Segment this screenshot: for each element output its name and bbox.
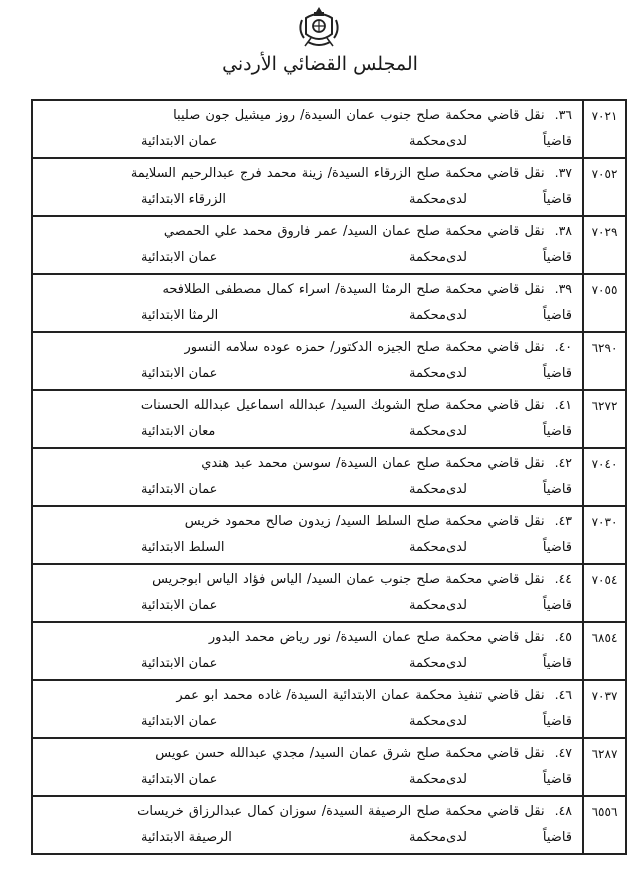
destination-word: محكمة — [408, 830, 446, 845]
destination-word: لدى — [446, 308, 467, 323]
destination-word: معان الابتدائية — [141, 424, 216, 439]
record-number: ٧٠٣٠ — [583, 506, 626, 564]
table-row — [32, 390, 626, 448]
table-row — [32, 448, 626, 506]
destination-word: لدى — [446, 366, 467, 381]
record-number: ٦٢٧٢ — [583, 390, 626, 448]
transfer-line — [41, 449, 572, 476]
record-number: ٧٠٤٠ — [583, 448, 626, 506]
destination-word: الرصيفة الابتدائية — [141, 830, 232, 845]
transfer-decisions-table — [31, 99, 627, 855]
destination-line — [41, 534, 572, 561]
decision-text-cell — [32, 680, 583, 738]
destination-word: عمان الابتدائية — [141, 656, 218, 671]
destination-word: عمان الابتدائية — [141, 482, 218, 497]
item-index: ٤٣. — [554, 513, 572, 528]
destination-word: عمان الابتدائية — [141, 134, 218, 149]
transfer-line — [41, 333, 572, 360]
destination-word: لدى — [446, 250, 467, 265]
table-row — [32, 564, 626, 622]
destination-word: قاضياً — [542, 830, 572, 845]
destination-word: محكمة — [408, 134, 446, 149]
transfer-text: نقل قاضي محكمة صلح السلط السيد/ زيدون صالح محمود خريس — [184, 514, 545, 529]
transfer-line — [41, 507, 572, 534]
destination-word: محكمة — [408, 424, 446, 439]
destination-word: محكمة — [408, 714, 446, 729]
letterhead — [0, 0, 640, 92]
transfer-text: نقل قاضي محكمة صلح الجيزه الدكتور/ حمزه عوده سلامه النسور — [184, 340, 545, 355]
record-number: ٧٠٥٢ — [583, 158, 626, 216]
destination-word: قاضياً — [542, 366, 572, 381]
destination-line — [41, 824, 572, 851]
destination-word: محكمة — [408, 772, 446, 787]
transfer-text: نقل قاضي محكمة صلح جنوب عمان السيد/ الياس فؤاد الياس ابوجريس — [152, 572, 545, 587]
decision-text-cell — [32, 622, 583, 680]
transfer-line — [41, 275, 572, 302]
table-row — [32, 100, 626, 158]
record-number: ٦٢٨٧ — [583, 738, 626, 796]
decision-text-cell — [32, 506, 583, 564]
destination-word: عمان الابتدائية — [141, 772, 218, 787]
table-row — [32, 506, 626, 564]
destination-word: محكمة — [408, 192, 446, 207]
destination-line — [41, 302, 572, 329]
destination-word: قاضياً — [542, 424, 572, 439]
destination-word: محكمة — [408, 482, 446, 497]
item-index: ٣٨. — [554, 223, 572, 238]
destination-word: محكمة — [408, 656, 446, 671]
record-number: ٦٨٥٤ — [583, 622, 626, 680]
destination-line — [41, 186, 572, 213]
destination-word: لدى — [446, 424, 467, 439]
item-index: ٤٦. — [554, 687, 572, 702]
destination-line — [41, 592, 572, 619]
record-number: ٧٠٥٥ — [583, 274, 626, 332]
destination-word: عمان الابتدائية — [141, 714, 218, 729]
item-index: ٤١. — [554, 397, 572, 412]
destination-word: لدى — [446, 192, 467, 207]
destination-word: لدى — [446, 134, 467, 149]
item-index: ٤٧. — [554, 745, 572, 760]
transfer-text: نقل قاضي محكمة صلح عمان السيدة/ نور رياض محمد البدور — [208, 630, 545, 645]
decision-text-cell — [32, 332, 583, 390]
item-index: ٣٩. — [554, 281, 572, 296]
item-index: ٤٢. — [554, 455, 572, 470]
destination-word: لدى — [446, 772, 467, 787]
destination-word: محكمة — [408, 366, 446, 381]
transfer-line — [41, 159, 572, 186]
destination-word: لدى — [446, 714, 467, 729]
record-number: ٦٥٥٦ — [583, 796, 626, 854]
transfer-line — [41, 681, 572, 708]
record-number: ٧٠٣٧ — [583, 680, 626, 738]
item-index: ٤٨. — [554, 803, 572, 818]
destination-word: لدى — [446, 656, 467, 671]
destination-line — [41, 766, 572, 793]
transfer-line — [41, 217, 572, 244]
destination-word: لدى — [446, 598, 467, 613]
destination-word: قاضياً — [542, 192, 572, 207]
destination-word: الرمثا الابتدائية — [141, 308, 219, 323]
decision-text-cell — [32, 738, 583, 796]
destination-word: قاضياً — [542, 134, 572, 149]
decision-text-cell — [32, 274, 583, 332]
decision-text-cell — [32, 158, 583, 216]
decision-text-cell — [32, 564, 583, 622]
decision-text-cell — [32, 796, 583, 854]
destination-line — [41, 418, 572, 445]
transfer-line — [41, 101, 572, 128]
table-row — [32, 796, 626, 854]
destination-word: قاضياً — [542, 482, 572, 497]
transfer-text: نقل قاضي محكمة صلح الرصيفة السيدة/ سوزان كمال عبدالرزاق خريسات — [137, 804, 545, 819]
destination-word: قاضياً — [542, 250, 572, 265]
destination-line — [41, 476, 572, 503]
table-row — [32, 680, 626, 738]
table-row — [32, 738, 626, 796]
item-index: ٣٧. — [554, 165, 572, 180]
destination-word: محكمة — [408, 598, 446, 613]
transfer-line — [41, 391, 572, 418]
transfer-text: نقل قاضي محكمة صلح الرمثا السيدة/ اسراء كمال مصطفى الطلافحه — [162, 282, 545, 297]
destination-word: قاضياً — [542, 598, 572, 613]
table-row — [32, 158, 626, 216]
destination-word: السلط الابتدائية — [141, 540, 225, 555]
destination-word: قاضياً — [542, 656, 572, 671]
decision-text-cell — [32, 390, 583, 448]
transfer-text: نقل قاضي محكمة صلح الزرقاء السيدة/ زينة محمد فرج عبدالرحيم السلايمة — [130, 166, 545, 181]
record-number: ٧٠٥٤ — [583, 564, 626, 622]
record-number: ٧٠٢١ — [583, 100, 626, 158]
destination-word: قاضياً — [542, 772, 572, 787]
destination-word: لدى — [446, 830, 467, 845]
transfer-line — [41, 797, 572, 824]
transfer-text: نقل قاضي محكمة صلح جنوب عمان السيدة/ روز ميشيل جون صليبا — [173, 108, 545, 123]
decision-text-cell — [32, 448, 583, 506]
decision-text-cell — [32, 100, 583, 158]
transfer-text: نقل قاضي محكمة صلح عمان السيد/ عمر فاروق محمد علي الحمصي — [163, 224, 545, 239]
council-name: المجلس القضائي الأردني — [222, 53, 418, 75]
destination-word: محكمة — [408, 250, 446, 265]
jordan-coat-of-arms-icon — [296, 4, 342, 50]
item-index: ٤٤. — [554, 571, 572, 586]
destination-line — [41, 708, 572, 735]
destination-line — [41, 650, 572, 677]
record-number: ٧٠٢٩ — [583, 216, 626, 274]
transfer-line — [41, 565, 572, 592]
destination-word: محكمة — [408, 540, 446, 555]
record-number: ٦٢٩٠ — [583, 332, 626, 390]
decision-text-cell — [32, 216, 583, 274]
transfer-line — [41, 623, 572, 650]
destination-word: لدى — [446, 540, 467, 555]
item-index: ٣٦. — [554, 107, 572, 122]
transfer-text: نقل قاضي محكمة صلح الشوبك السيد/ عبدالله اسماعيل عبدالله الحسنات — [140, 398, 545, 413]
destination-word: لدى — [446, 482, 467, 497]
table-row — [32, 622, 626, 680]
destination-word: عمان الابتدائية — [141, 366, 218, 381]
destination-word: قاضياً — [542, 714, 572, 729]
item-index: ٤٠. — [554, 339, 572, 354]
destination-line — [41, 128, 572, 155]
table-row — [32, 274, 626, 332]
destination-line — [41, 244, 572, 271]
destination-line — [41, 360, 572, 387]
item-index: ٤٥. — [554, 629, 572, 644]
transfer-text: نقل قاضي محكمة صلح عمان السيدة/ سوسن محمد عبد هندي — [201, 456, 545, 471]
destination-word: الزرقاء الابتدائية — [141, 192, 226, 207]
destination-word: قاضياً — [542, 308, 572, 323]
transfer-text: نقل قاضي محكمة صلح شرق عمان السيد/ مجدي عبدالله حسن عويس — [155, 746, 545, 761]
table-row — [32, 332, 626, 390]
destination-word: محكمة — [408, 308, 446, 323]
destination-word: عمان الابتدائية — [141, 250, 218, 265]
destination-word: عمان الابتدائية — [141, 598, 218, 613]
destination-word: قاضياً — [542, 540, 572, 555]
transfer-line — [41, 739, 572, 766]
table-row — [32, 216, 626, 274]
transfer-text: نقل قاضي تنفيذ محكمة عمان الابتدائية السيدة/ غاده محمد ابو عمر — [176, 688, 545, 703]
